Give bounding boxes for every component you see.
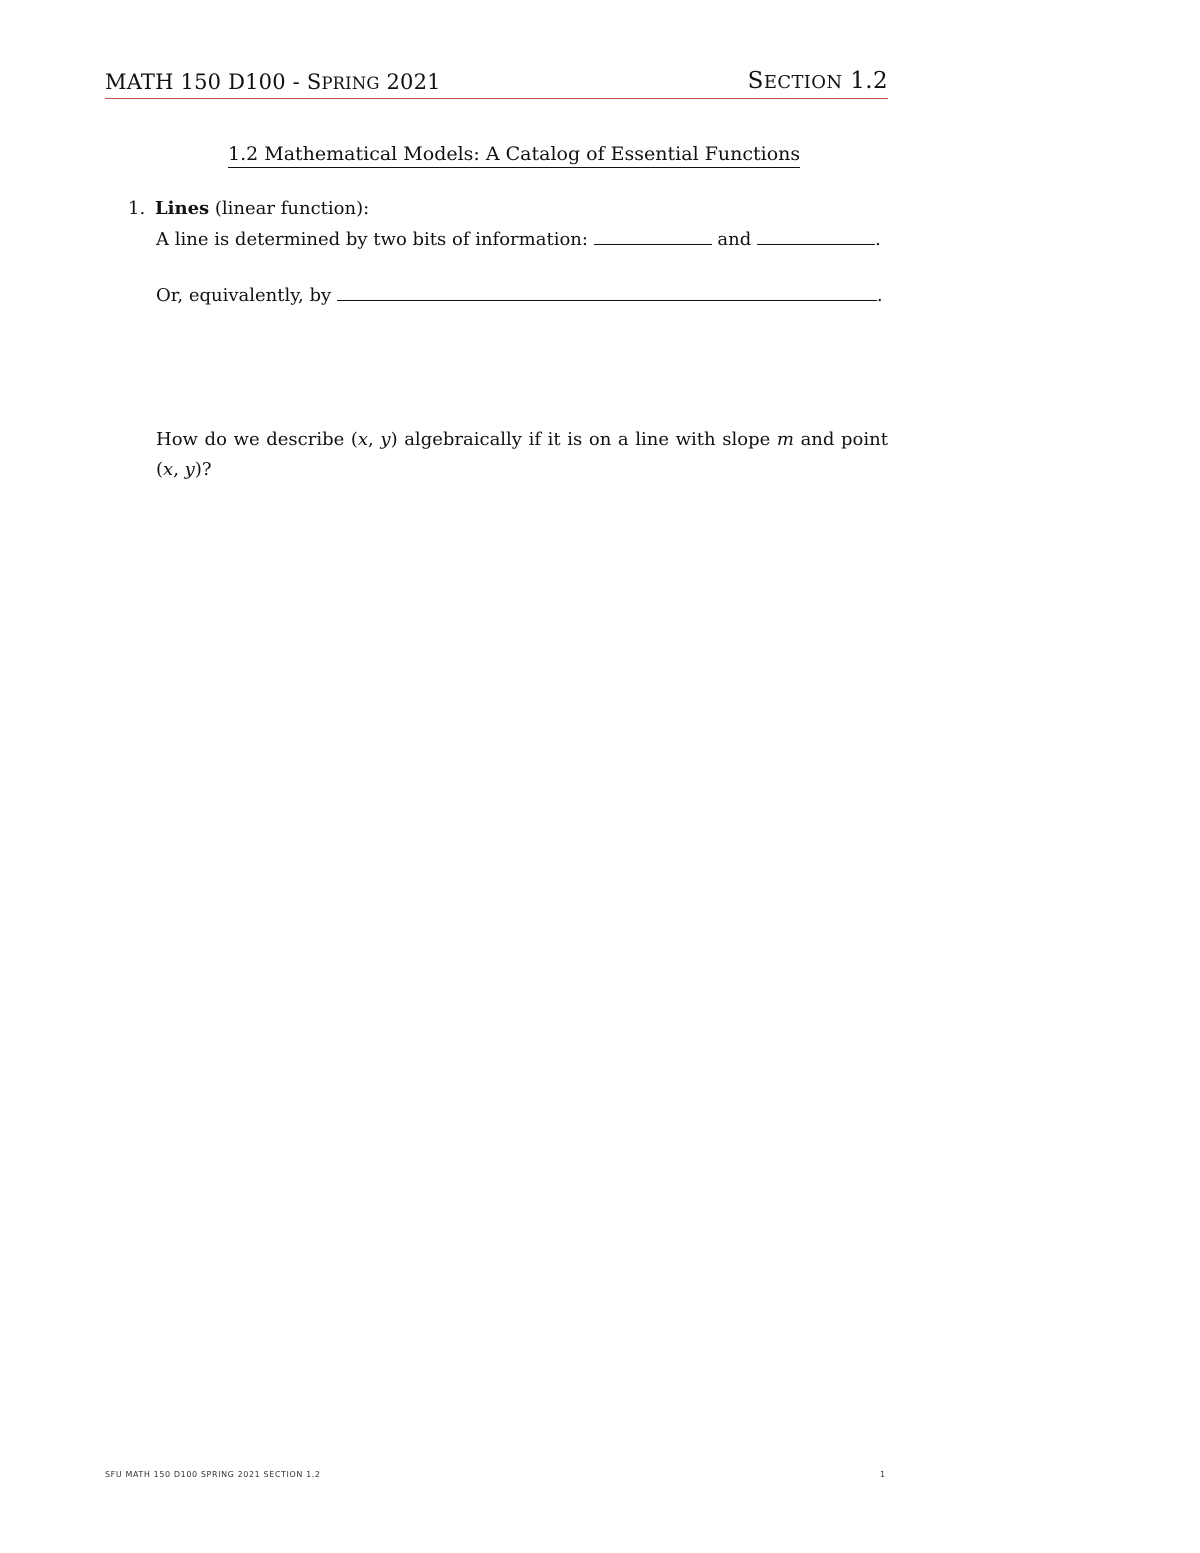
section-label: SECTION 1.2 [747,68,888,94]
item-number: 1. [128,198,146,219]
page-title: 1.2 Mathematical Models: A Catalog of Essential Functions [228,143,800,168]
item-label: Lines [155,198,210,219]
item-label-suffix: (linear function): [209,198,370,219]
fill-in-blank-1[interactable] [594,243,712,245]
equivalent-sentence: Or, equivalently, by . [156,285,883,306]
list-item-lines [128,198,369,219]
course-label: MATH 150 D100 - SPRING 2021 [105,70,441,94]
footer-text: SFU MATH 150 D100 SPRING 2021 SECTION 1.2 [105,1470,321,1479]
page-number: 1 [880,1470,886,1479]
fill-in-blank-2[interactable] [757,243,875,245]
line-info-sentence: A line is determined by two bits of information: and . [156,229,881,250]
page-header [105,68,888,99]
question-paragraph: How do we describe (x, y) algebraically if it is on a line with slope m and point (x, y)? [156,429,888,480]
fill-in-blank-3[interactable] [337,299,877,301]
